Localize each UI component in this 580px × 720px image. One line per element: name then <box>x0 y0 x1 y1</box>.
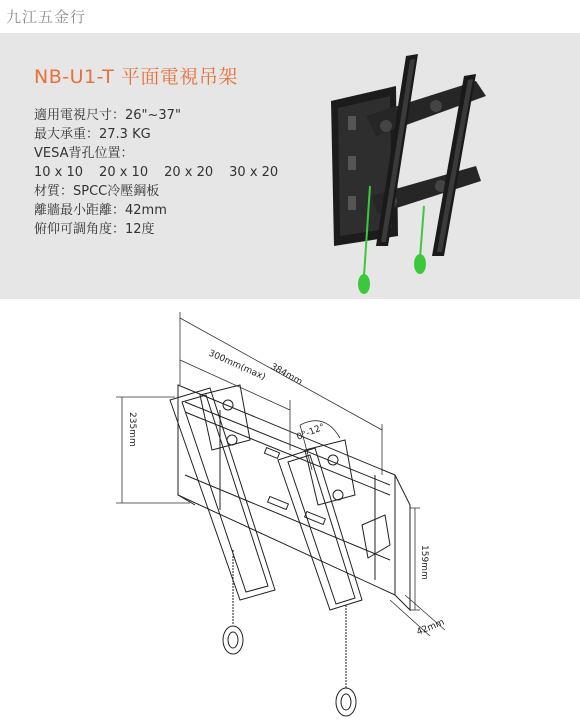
vesa-size: 10 x 10 <box>34 165 84 180</box>
product-title: NB-U1-T 平面電視吊架 <box>34 66 238 88</box>
dim-angle: 0°-12° <box>295 422 327 443</box>
spec-vesa-sizes <box>34 163 294 182</box>
hinge-bracket <box>200 385 355 505</box>
dim-depth: 42mm <box>415 617 447 638</box>
store-name: 九江五金行 <box>6 8 87 26</box>
pull-cord-right <box>414 206 426 274</box>
vesa-size: 30 x 20 <box>229 165 279 180</box>
wall-plate <box>178 385 410 610</box>
technical-diagram <box>100 300 570 720</box>
product-photo <box>326 46 506 296</box>
pull-cord-left <box>223 550 243 654</box>
spec-vesa-label: VESA背孔位置： <box>34 146 134 161</box>
info-panel <box>0 33 580 299</box>
dim-plate: 159mm <box>419 545 429 580</box>
pull-cord-right <box>336 605 356 716</box>
spec-min-distance: 離牆最小距離：42mm <box>34 203 167 218</box>
dim-span: 300mm(max) <box>206 348 267 383</box>
spec-screen-size: 適用電視尺寸：26"~37" <box>34 108 181 123</box>
dim-width: 384mm <box>268 361 304 388</box>
spec-material: 材質：SPCC冷壓鋼板 <box>34 184 160 199</box>
spec-list <box>34 106 294 239</box>
spec-tilt: 俯仰可調角度：12度 <box>34 222 155 237</box>
dim-height: 235mm <box>127 412 137 447</box>
spec-max-load: 最大承重：27.3 KG <box>34 127 151 142</box>
vesa-size: 20 x 20 <box>164 165 214 180</box>
vesa-size: 20 x 10 <box>99 165 149 180</box>
